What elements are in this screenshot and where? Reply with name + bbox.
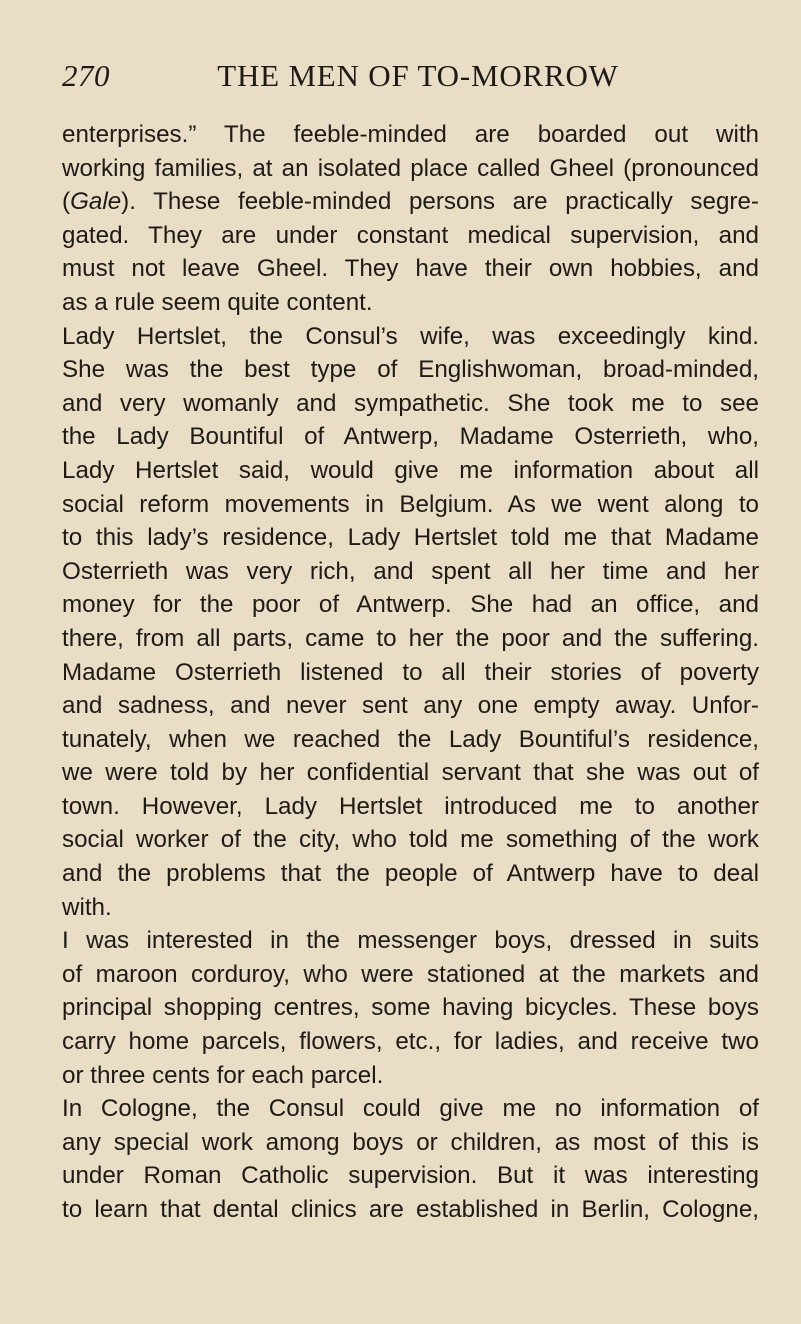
page-number: 270 (62, 58, 110, 93)
text-line: and very womanly and sympathetic. She took me to see (62, 389, 759, 417)
text-line: Lady Hertslet said, would give me information about all (62, 456, 759, 484)
line-rest: ). These feeble-minded persons are practically segre- (121, 188, 759, 216)
paragraph-1 (62, 118, 759, 320)
text-line: social worker of the city, who told me something of the work (62, 826, 759, 854)
text-line: I was interested in the messenger boys, dressed in suits (62, 927, 759, 955)
text-line: She was the best type of Englishwoman, broad-minded, (62, 356, 759, 384)
text-line: to this lady’s residence, Lady Hertslet told me that Madame (62, 524, 759, 552)
text-line: carry home parcels, flowers, etc., for ladies, and receive two (62, 1028, 759, 1056)
text-line: enterprises.” The feeble-minded are boarded out with (62, 121, 759, 148)
text-line: tunately, when we reached the Lady Bountiful’s residence, (62, 725, 759, 753)
text-line: and the problems that the people of Antwerp have to deal (62, 860, 759, 888)
text-line: as a rule seem quite content. (62, 288, 373, 316)
paragraph-2 (62, 320, 759, 925)
text-line: with. (62, 893, 112, 921)
text-line: money for the poor of Antwerp. She had an office, and (62, 591, 759, 619)
italic-pronunciation: Gale (70, 188, 122, 216)
text-line: must not leave Gheel. They have their own hobbies, and (62, 255, 759, 283)
text-line: any special work among boys or children, as most of this is (62, 1128, 759, 1156)
text-line: town. However, Lady Hertslet introduced me to another (62, 792, 759, 820)
text-line: of maroon corduroy, who were stationed at the markets and (62, 960, 759, 988)
paragraph-3 (62, 924, 759, 1092)
text-line: or three cents for each parcel. (62, 1061, 384, 1089)
text-line: working families, at an isolated place called Gheel (pronounced (62, 154, 759, 182)
text-line: social reform movements in Belgium. As we went along to (62, 490, 759, 518)
text-line: principal shopping centres, some having bicycles. These boys (62, 994, 759, 1022)
text-line: Lady Hertslet, the Consul’s wife, was exceedingly kind. (62, 322, 759, 350)
text-line: gated. They are under constant medical supervision, and (62, 221, 759, 249)
text-line: Madame Osterrieth listened to all their stories of poverty (62, 658, 759, 686)
text-line-with-italic (62, 185, 759, 219)
page-header (62, 58, 738, 98)
text-line: Osterrieth was very rich, and spent all her time and her (62, 557, 759, 585)
running-head: THE MEN OF TO-MORROW (217, 58, 619, 93)
text-line: under Roman Catholic supervision. But it was interesting (62, 1162, 759, 1190)
text-line: In Cologne, the Consul could give me no information of (62, 1095, 759, 1123)
text-line: there, from all parts, came to her the poor and the suffering. (62, 624, 759, 652)
text-line: we were told by her confidential servant that she was out of (62, 759, 759, 787)
text-line: the Lady Bountiful of Antwerp, Madame Osterrieth, who, (62, 423, 759, 451)
open-paren: ( (62, 188, 71, 216)
text-line: to learn that dental clinics are established in Berlin, Cologne, (62, 1196, 759, 1223)
body-text (62, 118, 759, 1227)
paragraph-4 (62, 1092, 759, 1226)
text-line: and sadness, and never sent any one empty away. Unfor- (62, 692, 759, 720)
